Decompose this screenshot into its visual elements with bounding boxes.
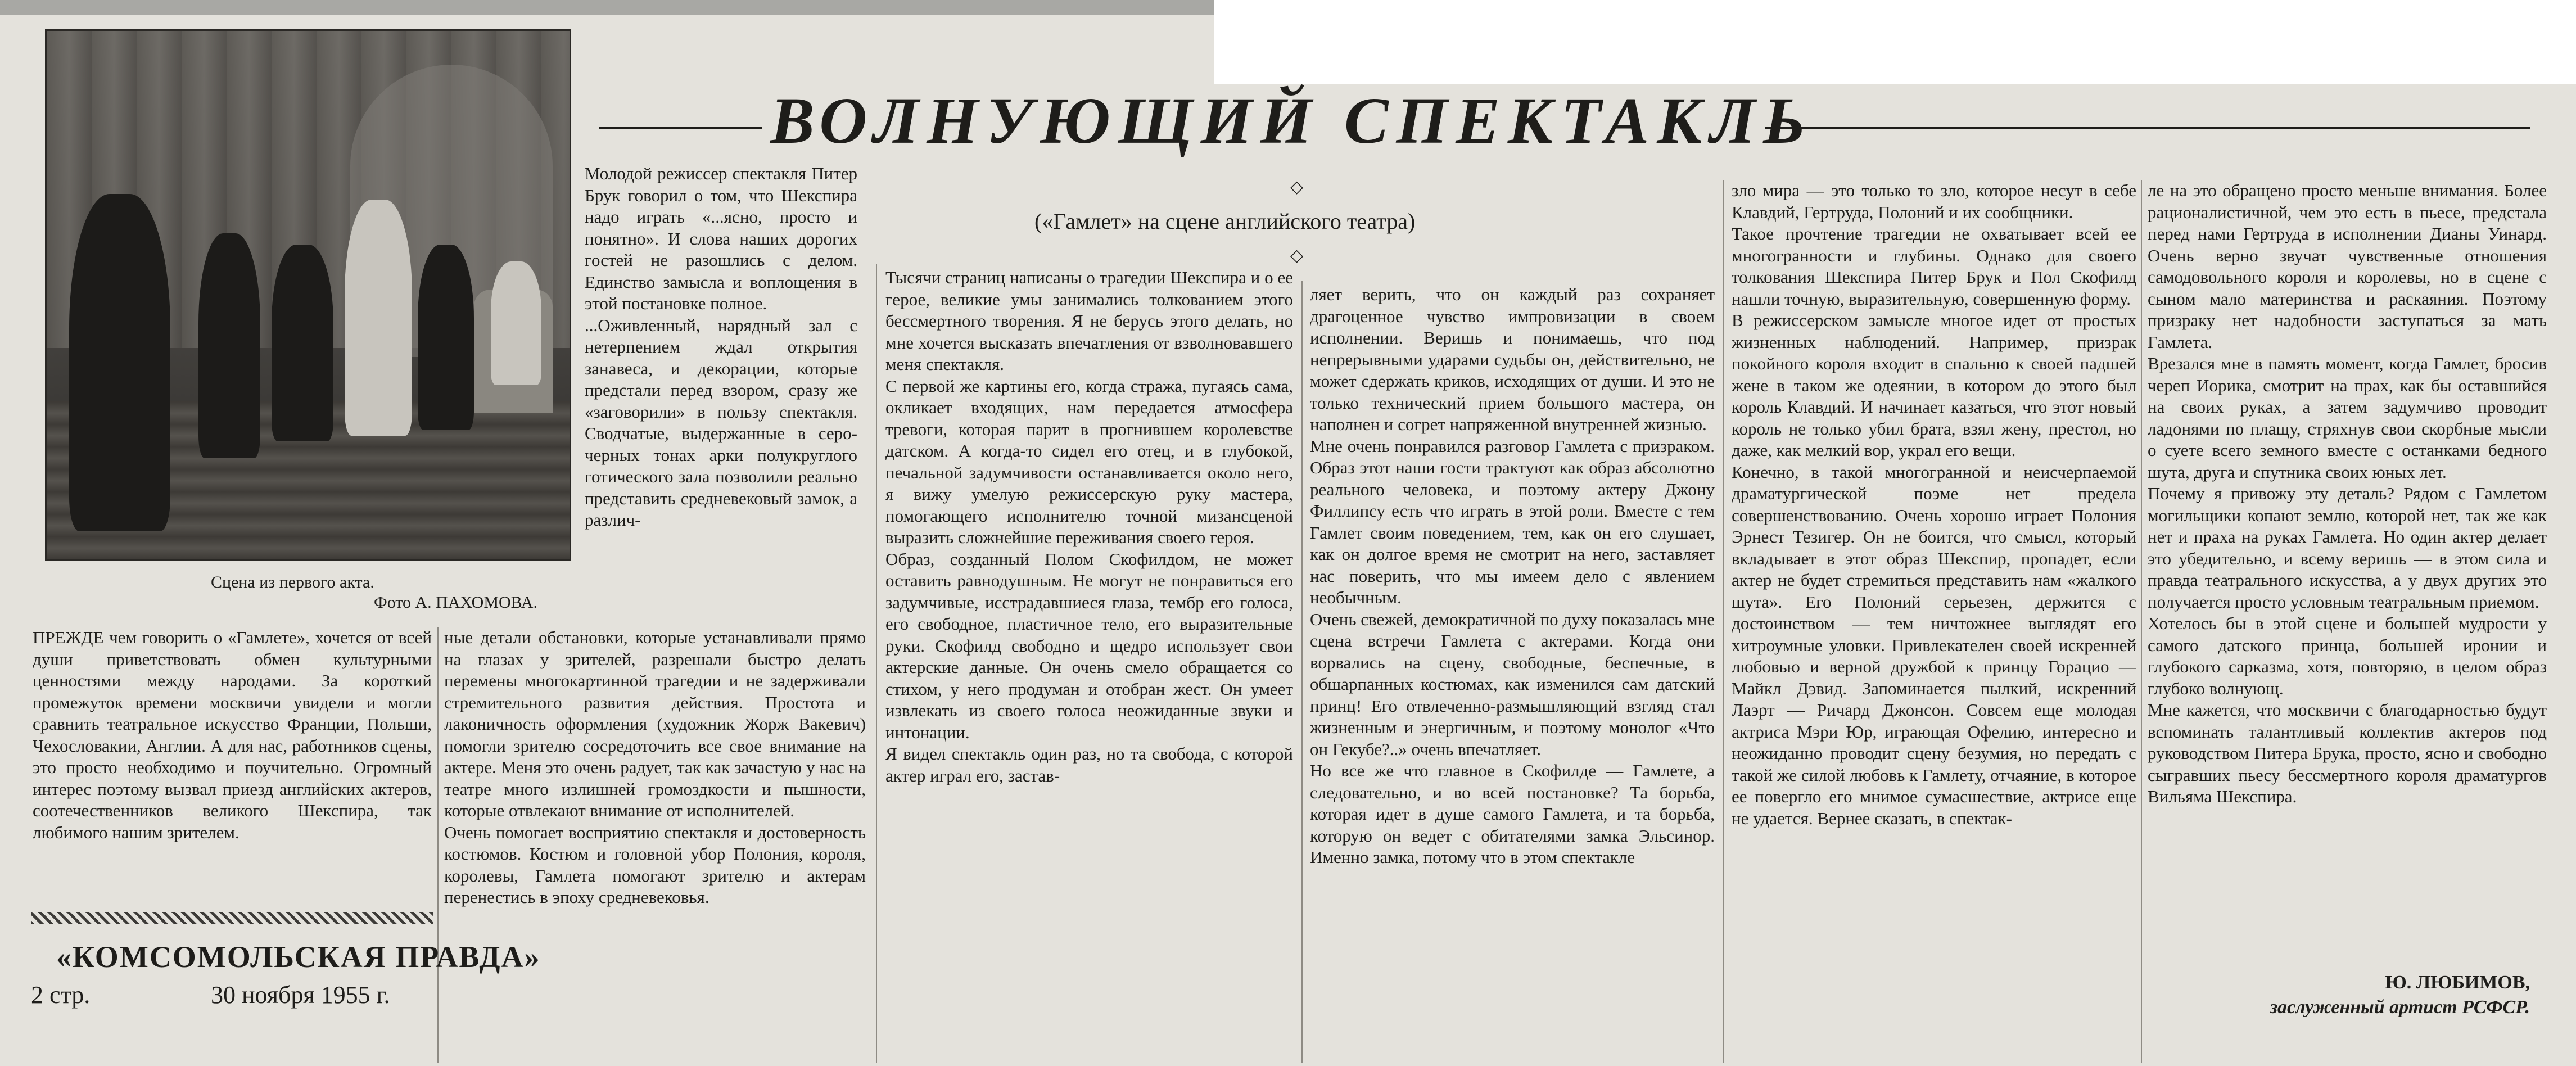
subtitle: («Гамлет» на сцене английского театра) <box>1034 209 1416 234</box>
article-column-5: зло мира — это только то зло, которое несут в себе Клавдий, Гертруда, Полоний и их сообщники. Такое прочтение трагедии не охватывает всей ее многогранности и глубины. Однако для своего толкования Шекспира Питер Брук и Пол Скофилд нашли точную, выразительную, совершенную форму. В режиссерском замысле многое идет от простых жизненных наблюдений. Например, призрак покойного короля входит в спальню к своей падшей жене в таком же одеянии, в котором до этого был король Клавдий. И начинает казаться, что этот новый король не только убил брата, взял жену, престол, но даже, как мелкий вор, украл его вещи. Конечно, в такой многогранной и неисчерпаемой драматургической поэме нет предела совершенствованию. Очень хорошо играет Полония Эрнест Тезигер. Он не боится, что смысл, который вкладывает в этот образ Шекспир, пропадет, если актер не будет стремиться представить нам «жалкого шута». Его Полоний серьезен, держится с достоинством — тем ничтожнее выглядят его хитроумные уловки. Привлекателен своей искренней любовью и верной дружбой к принцу Горацио — Майкл Дэвид. Запоминается пылкий, искренний Лаэрт — Ричард Джонсон. Совсем еще молодая актриса Мэри Юр, играющая Офелию, интересно и неожиданно проводит сцену безумия, но передать с такой же силой любовь к Гамлету, отчаяние, в которое ее повергло его мнимое сумасшествие, актрисе еще не удается. Вернее сказать, в спектак- <box>1732 180 2136 828</box>
article-column-opening: ПРЕЖДЕ чем говорить о «Гамлете», хочется от всей души приветствовать обмен культурными ценностями между народами. За короткий промежуток времени москвичи увидели и могли сравнить театральное искусство Франции, Польши, Чехословакии, Англии. А для нас, работников сцены, это просто необходимо и поучительно. Огромный интерес поэтому вызвал приезд английских актеров, соотечественников великого Шекспира, так любимого нашим зрителем. <box>33 627 432 842</box>
column-divider <box>1723 180 1724 1063</box>
author-title: заслуженный артист РСФСР. <box>2270 997 2530 1018</box>
article-column-sets: ные детали обстановки, которые устанавливали прямо на глазах у зрителей, разрешали быстро делать перемены многокартинной трагедии и не задерживали стремительного развития действия. Простота и лаконичность оформления (художник Жорж Вакевич) помогли зрителю сосредоточить все свое внимание на актере. Меня это очень радует, так как зачастую у нас на театре много излишней громоздкости и пышности, которые отвлекают внимание от исполнителей. Очень помогает восприятию спектакля и достоверность костюмов. Костюм и головной убор Полония, короля, королевы, Гамлета помогают зрителю и актерам перенестись в эпоху средневековья. <box>444 627 866 907</box>
headline-rule-right <box>1765 127 2530 129</box>
newspaper-masthead: «КОМСОМОЛЬСКАЯ ПРАВДА» <box>56 940 541 974</box>
scan-edge <box>0 0 1214 15</box>
headline-rule-left <box>599 127 762 129</box>
photo-caption: Сцена из первого акта. <box>211 573 374 591</box>
article-column-3: Тысячи страниц написаны о трагедии Шекспира и о ее герое, великие умы занимались толкованием этого бессмертного творения. Я не берусь этого делать, но мне хочется высказать впечатления от взволновавшего меня спектакля. С первой же картины его, когда стража, пугаясь сама, окликает входящих, нам передается атмосфера тревоги, которая парит в прогнившем королевстве датском. А когда-то сидел его отец, и в глубокой, печальной задумчивости останавливается около него, я вижу умелую режиссерскую руку мастера, помогающего исполнителю точной мизансценой выразить сложнейшие переживания своего героя. Образ, созданный Полом Скофилдом, не может оставить равнодушным. Не могут не понравиться его задумчивые, исстрадавшиеся глаза, тембр его голоса, его свободное, пластичное тело, его выразительные руки. Скофилд свободно и щедро использует свои актерские данные. Он очень смело обращается со стихом, у него продуман и отобран жест. Он умеет извлекать из своего голоса неожиданные звуки и интонации. Я видел спектакль один раз, но та свобода, с которой актер играл его, застав- <box>885 268 1293 785</box>
column-divider <box>437 627 439 1063</box>
column-divider <box>876 264 877 1063</box>
article-column-intro: Молодой режиссер спектакля Питер Брук говорил о том, что Шекспира надо играть «...ясно, просто и понятно». И слова наших дорогих гостей не разошлись с делом. Единство замысла и воплощения в этой постановке полное. ...Оживленный, нарядный зал с нетерпением ждал открытия занавеса, и декорации, которые предстали перед взором, сразу же «заговорили» в пользу спектакля. Сводчатые, выдержанные в серо-черных тонах арки полукруглого готического зала позволили реально представить средневековый замок, а различ- <box>585 164 857 530</box>
diamond-ornament: ◇ <box>1290 178 1304 196</box>
headline: ВОЛНУЮЩИЙ СПЕКТАКЛЬ <box>770 84 1814 157</box>
zigzag-rule <box>31 912 433 924</box>
blank-margin <box>1214 0 2576 84</box>
column-divider <box>1301 281 1303 1063</box>
issue-date: 30 ноября 1955 г. <box>211 981 390 1009</box>
article-column-6: ле на это обращено просто меньше внимания. Более рационалистичной, чем это есть в пьесе, предстала перед нами Гертруда в исполнении Дианы Уинард. Очень верно звучат чувственные отношения самодовольного короля и королевы, но в сцене с сыном мало материнства и раскаяния. Поэтому призраку нет надобности заступаться за мать Гамлета. Врезался мне в память момент, когда Гамлет, бросив череп Иорика, смотрит на прах, как бы оставшийся на своих руках, а затем задумчиво проводит ладонями по плащу, стряхнув свои скорбные мысли о суете всего земного вместе с останками бедного шута, друга и спутника своих юных лет. Почему я привожу эту деталь? Рядом с Гамлетом могильщики копают землю, которой нет, так же как нет и праха на руках Гамлета. Но один актер делает это убедительно, и всему веришь — в этом сила и правда театрального искусства, а у двух других это получается просто условным театральным приемом. Хотелось бы в этой сцене и большей мудрости у самого датского принца, большей иронии и глубокого сарказма, хотя, повторяю, в целом образ глубоко волнующ. Мне кажется, что москвичи с благодарностью будут вспоминать талантливый коллектив актеров под руководством Питера Брука, просто, ясно и свободно сыгравших пьесу бессмертного короля драматургов Вильяма Шекспира. <box>2148 180 2547 806</box>
article-column-4: ляет верить, что он каждый раз сохраняет драгоценное чувство импровизации в своем исполнении. Веришь и понимаешь, что под непрерывными ударами судьбы он, действительно, не может сдержать криков, исходящих от души. И это не только технический прием большого мастера, он наполнен и согрет напряженной внутренней жизнью. Мне очень понравился разговор Гамлета с призраком. Образ этот наши гости трактуют как образ абсолютно реального человека, и поэтому актеру Джону Филлипсу есть что играть в этой роли. Вместе с тем Гамлет своим поведением, тем, как он его слушает, как он долгое время не смотрит на него, заставляет нас поверить, что мы имеем дело с явлением необычным. Очень свежей, демократичной по духу показалась мне сцена встречи Гамлета с актерами. Когда они ворвались на сцену, свободные, беспечные, в обшарпанных костюмах, как изменился сам датский принц! Его отвлеченно-размышляющий взгляд стал жизненным и энергичным, и поэтому монолог «Что он Гекубе?..» очень впечатляет. Но все же что главное в Скофилде — Гамлете, а следовательно, и во всей постановке? Та борьба, которая идет в душе самого Гамлета, и та борьба, которую он ведет с обитателями замка Эльсинор. Именно замка, потому что в этом спектакле <box>1310 284 1715 867</box>
author-name: Ю. ЛЮБИМОВ, <box>2385 972 2530 993</box>
column-divider <box>2141 180 2142 1063</box>
photo-credit: Фото А. ПАХОМОВА. <box>374 593 537 612</box>
page-number: 2 стр. <box>31 981 91 1009</box>
stage-photo <box>45 29 571 561</box>
diamond-ornament: ◇ <box>1290 246 1304 265</box>
